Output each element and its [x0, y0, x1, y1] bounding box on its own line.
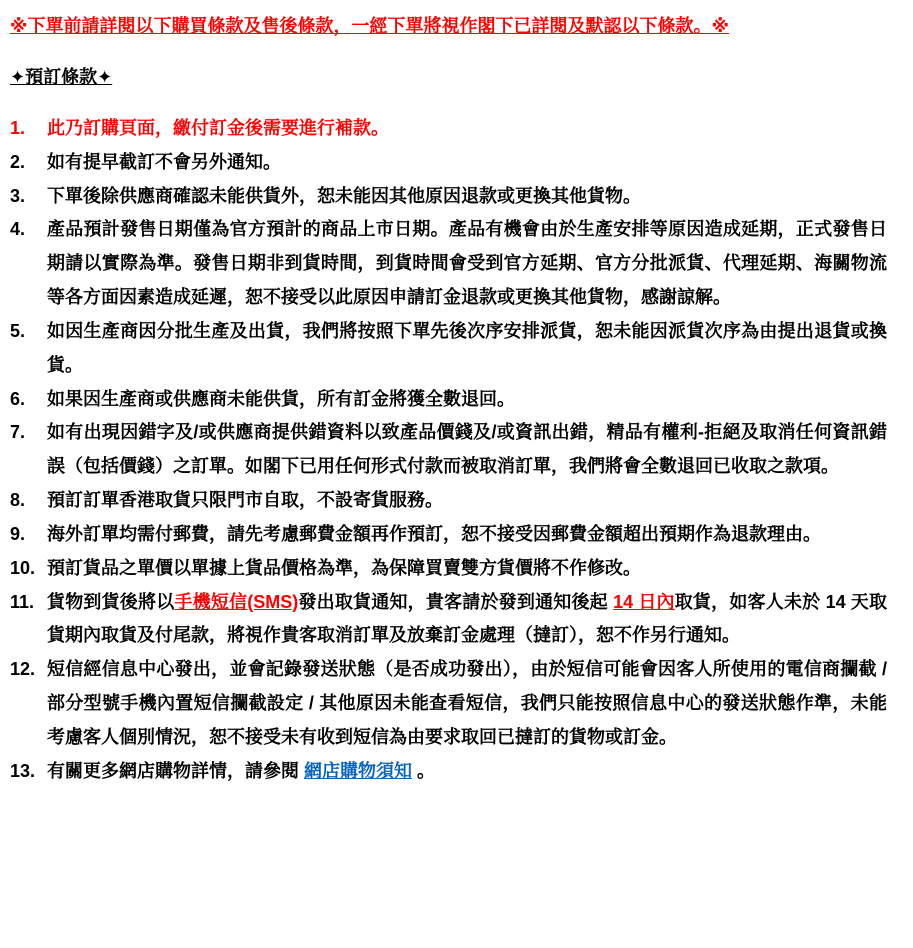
term-number: 9. [10, 523, 26, 544]
term-item [10, 552, 887, 586]
term-text [47, 586, 887, 654]
term-segment: 海外訂單均需付郵費，請先考慮郵費金額再作預訂，恕不接受因郵費金額超出預期作為退款理由。 [47, 523, 821, 544]
term-item [10, 146, 887, 180]
term-segment: 此乃訂購頁面，繳付訂金後需要進行補款。 [47, 117, 389, 138]
term-number: 8. [10, 490, 26, 511]
term-item [10, 653, 887, 754]
term-segment: 如果因生產商或供應商未能供貨，所有訂金將獲全數退回。 [47, 388, 515, 409]
section-header: ✦預訂條款✦ [10, 66, 113, 87]
term-number: 2. [10, 151, 26, 172]
term-segment: 如有提早截訂不會另外通知。 [47, 151, 281, 172]
term-item [10, 112, 887, 146]
term-item [10, 383, 887, 417]
term-segment: 手機短信(SMS) [174, 591, 299, 612]
term-item [10, 586, 887, 654]
term-segment: 產品預計發售日期僅為官方預計的商品上市日期。產品有機會由於生產安排等原因造成延期，正式發售日期請以實際為準。發售日期非到貨時間，到貨時間會受到官方延期、官方分批派貨、代理延期、海關物流等各方面因素造成延遲，恕不接受以此原因申請訂金退款或更換其他貨物，感謝諒解。 [47, 219, 887, 308]
term-number: 13. [10, 760, 36, 781]
terms-link[interactable]: 網店購物須知 [304, 760, 412, 781]
term-text [47, 383, 887, 417]
term-text [47, 112, 887, 146]
term-text [47, 180, 887, 214]
term-text [47, 755, 887, 789]
term-item [10, 315, 887, 383]
term-number: 3. [10, 185, 26, 206]
term-number: 10. [10, 557, 36, 578]
term-text [47, 653, 887, 754]
term-number: 1. [10, 117, 26, 138]
term-text [47, 146, 887, 180]
term-segment: 如因生產商因分批生產及出貨，我們將按照下單先後次序安排派貨，恕未能因派貨次序為由提出退貨或換貨。 [47, 320, 887, 375]
term-text [47, 315, 887, 383]
term-number: 4. [10, 219, 26, 240]
term-segment: 下單後除供應商確認未能供貨外，恕未能因其他原因退款或更換其他貨物。 [47, 185, 641, 206]
term-segment: 如有出現因錯字及/或供應商提供錯資料以致產品價錢及/或資訊出錯，精品有權利-拒絕及取消任何資訊錯誤（包括價錢）之訂單。如閣下已用任何形式付款而被取消訂單，我們將會全數退回已收取之款項。 [47, 422, 887, 477]
term-text [47, 518, 887, 552]
term-segment: 。 [412, 760, 436, 781]
term-segment: 預訂貨品之單價以單據上貨品價格為準，為保障買賣雙方貨價將不作修改。 [47, 557, 641, 578]
term-segment: 預訂訂單香港取貨只限門市自取，不設寄貨服務。 [47, 490, 443, 511]
term-item [10, 484, 887, 518]
term-text [47, 552, 887, 586]
term-segment: 短信經信息中心發出，並會記錄發送狀態（是否成功發出），由於短信可能會因客人所使用的電信商攔截 / 部分型號手機內置短信攔截設定 / 其他原因未能查看短信，我們只能按照信息中心的發送狀態作準，未能考慮客人個別情況，恕不接受未有收到短信為由要求取回已撻訂的貨物或訂金。 [47, 659, 887, 747]
term-segment: 14 日內 [613, 591, 675, 612]
term-number: 12. [10, 659, 36, 680]
term-number: 5. [10, 320, 26, 341]
term-segment: 貨物到貨後將以 [47, 591, 175, 612]
term-segment: 取貨，如客人未於 14 天取貨期內取貨及付尾款，將視作貴客取消訂單及放棄訂金處理（撻訂），恕不作另行通知。 [47, 591, 887, 646]
term-number: 6. [10, 388, 26, 409]
terms-list [10, 112, 887, 789]
notice-title: ※下單前請詳閱以下購買條款及售後條款，一經下單將視作閣下已詳閱及默認以下條款。※ [10, 16, 729, 36]
term-item [10, 213, 887, 314]
term-text [47, 416, 887, 484]
term-item [10, 518, 887, 552]
term-segment: 發出取貨通知，貴客請於發到通知後起 [298, 591, 614, 612]
term-segment: 有關更多網店購物詳情，請參閱 [47, 760, 304, 781]
term-item [10, 416, 887, 484]
term-number: 7. [10, 422, 26, 443]
term-item [10, 755, 887, 789]
term-text [47, 213, 887, 314]
term-number: 11. [10, 591, 35, 612]
term-text [47, 484, 887, 518]
term-item [10, 180, 887, 214]
